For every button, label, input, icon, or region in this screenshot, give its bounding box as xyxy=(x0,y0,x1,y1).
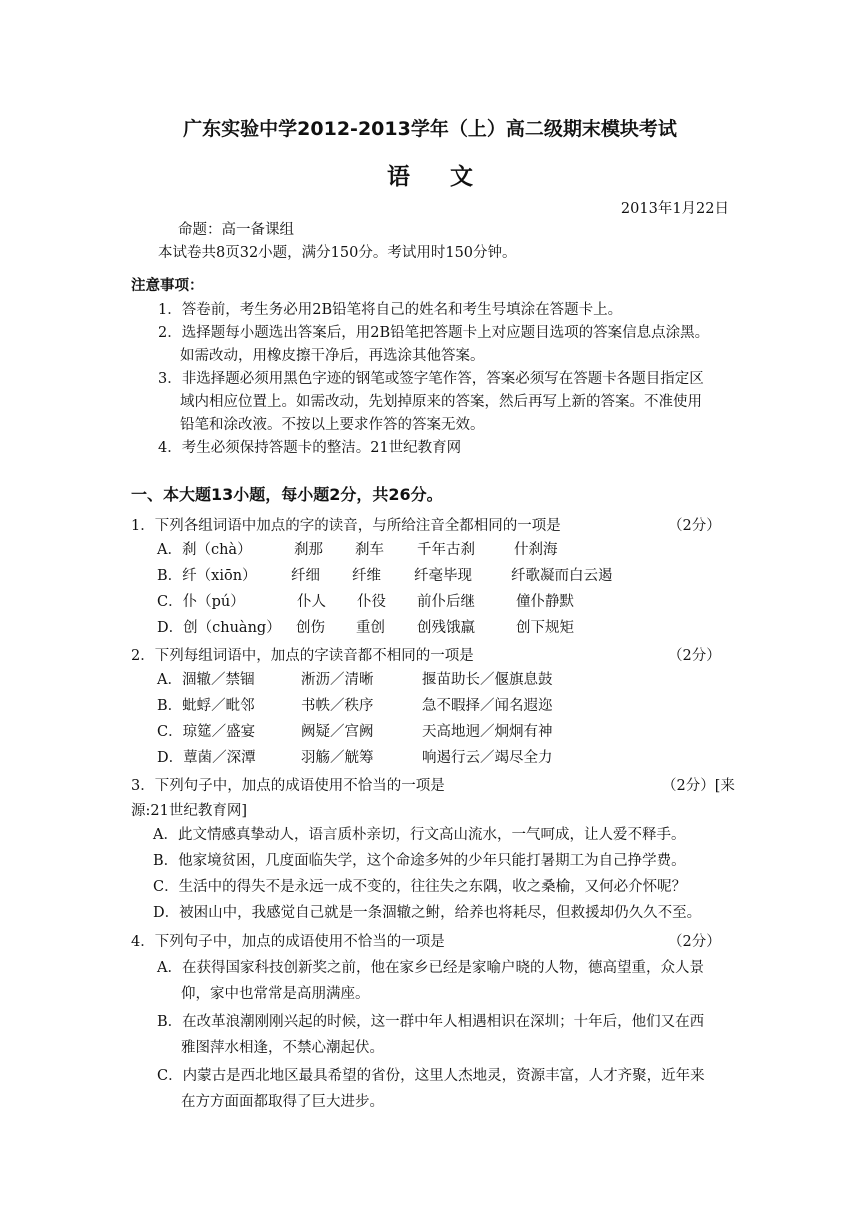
option-word: 书帙／秩序 xyxy=(301,698,374,714)
option-label: C．仆（pú） xyxy=(157,594,245,610)
option-word: 揠苗助长／偃旗息鼓 xyxy=(422,672,553,688)
option-word: 羽觞／觥筹 xyxy=(301,750,374,766)
option-word: 急不暇择／闻名遐迩 xyxy=(422,698,553,714)
q4-option-c: C．内蒙古是西北地区最具希望的省份，这里人杰地灵，资源丰富，人才齐聚，近年来 xyxy=(157,1068,705,1084)
q3-option-c: C．生活中的得失不是永远一成不变的，往往失之东隅，收之桑榆，又何必介怀呢？ xyxy=(153,879,687,895)
option-word: 僮仆静默 xyxy=(516,594,574,610)
option-label: D．创（chuàng） xyxy=(157,620,281,636)
q4-option-b-continued: 雅图萍水相逢，不禁心潮起伏。 xyxy=(181,1040,384,1056)
question-2-score: （2分） xyxy=(668,648,721,664)
option-word: 纤维 xyxy=(352,568,381,584)
note-item: 铅笔和涂改液。不按以上要求作答的答案无效。 xyxy=(180,417,485,433)
option-word: 刹那 xyxy=(294,542,323,558)
exam-title: 广东实验中学2012-2013学年（上）高二级期末模块考试 xyxy=(183,118,677,140)
option-word: 阙疑／宫阙 xyxy=(301,724,374,740)
question-4-stem: 4．下列句子中，加点的成语使用不恰当的一项是 xyxy=(131,934,445,950)
option-label: B．纤（xiōn） xyxy=(157,568,257,584)
q3-option-d: D．被困山中，我感觉自己就是一条涸辙之鲋，给养也将耗尽，但救援却仍久久不至。 xyxy=(153,905,702,921)
option-word: 创伤 xyxy=(296,620,325,636)
option-word: 天高地迥／炯炯有神 xyxy=(422,724,553,740)
option-word: 仆役 xyxy=(357,594,386,610)
q4-option-b: B．在改革浪潮刚刚兴起的时候，这一群中年人相遇相识在深圳；十年后，他们又在西 xyxy=(157,1014,705,1030)
option-word: 淅沥／清晰 xyxy=(301,672,374,688)
q3-option-b: B．他家境贫困，几度面临失学，这个命途多舛的少年只能打暑期工为自己挣学费。 xyxy=(153,853,686,869)
q4-option-a-continued: 仰，家中也常常是高朋满座。 xyxy=(181,986,370,1002)
question-2-stem: 2．下列每组词语中，加点的字读音都不相同的一项是 xyxy=(131,648,474,664)
q4-option-c-continued: 在方方面面都取得了巨大进步。 xyxy=(181,1094,384,1110)
option-label: A．涸辙／禁锢 xyxy=(157,672,255,688)
option-word: 千年古刹 xyxy=(417,542,475,558)
exam-date: 2013年1月22日 xyxy=(620,201,729,217)
option-word: 创残饿羸 xyxy=(417,620,475,636)
option-word: 响遏行云／竭尽全力 xyxy=(422,750,553,766)
option-word: 重创 xyxy=(356,620,385,636)
exam-info: 本试卷共8页32小题，满分150分。考试用时150分钟。 xyxy=(158,245,517,261)
option-word: 什刹海 xyxy=(514,542,558,558)
q4-option-a: A．在获得国家科技创新奖之前，他在家乡已经是家喻户晓的人物，德高望重，众人景 xyxy=(157,960,704,976)
option-label: C．琼筵／盛宴 xyxy=(157,724,256,740)
note-item: 域内相应位置上。如需改动，先划掉原来的答案，然后再写上新的答案。不准使用 xyxy=(180,394,702,410)
subject-title: 语文 xyxy=(387,164,513,190)
option-label: D．蕈菌／深潭 xyxy=(157,750,256,766)
question-1-stem: 1．下列各组词语中加点的字的读音，与所给注音全都相同的一项是 xyxy=(131,518,561,534)
note-item: 1．答卷前，考生务必用2B铅笔将自己的姓名和考生号填涂在答题卡上。 xyxy=(158,302,623,318)
option-word: 刹车 xyxy=(355,542,384,558)
option-word: 纤歌凝而白云遏 xyxy=(511,568,613,584)
section-heading: 一、本大题13小题，每小题2分，共26分。 xyxy=(131,485,443,504)
question-4-score: （2分） xyxy=(668,934,721,950)
option-label: B．蚍蜉／毗邻 xyxy=(157,698,255,714)
note-item: 3．非选择题必须用黑色字迹的钢笔或签字笔作答，答案必须写在答题卡各题目指定区 xyxy=(158,371,704,387)
question-3-stem: 3．下列句子中，加点的成语使用不恰当的一项是 xyxy=(131,778,445,794)
note-item: 4．考生必须保持答题卡的整洁。21世纪教育网 xyxy=(158,440,462,456)
author-line: 命题：高一备课组 xyxy=(178,222,294,238)
option-word: 纤毫毕现 xyxy=(414,568,472,584)
question-1-score: （2分） xyxy=(668,518,721,534)
note-item: 2．选择题每小题选出答案后，用2B铅笔把答题卡上对应题目选项的答案信息点涂黑。 xyxy=(158,325,710,341)
note-item: 如需改动，用橡皮擦干净后，再选涂其他答案。 xyxy=(180,348,485,364)
option-label: A．刹（chà） xyxy=(157,542,252,558)
option-word: 纤细 xyxy=(291,568,320,584)
question-3-stem-continued: 源:21世纪教育网] xyxy=(131,803,247,819)
option-word: 创下规矩 xyxy=(516,620,574,636)
option-word: 前仆后继 xyxy=(417,594,475,610)
option-word: 仆人 xyxy=(297,594,326,610)
question-3-score: （2分）[来 xyxy=(662,778,735,794)
notes-heading: 注意事项： xyxy=(131,278,204,294)
q3-option-a: A．此文情感真挚动人，语言质朴亲切，行文高山流水，一气呵成，让人爱不释手。 xyxy=(153,827,686,843)
